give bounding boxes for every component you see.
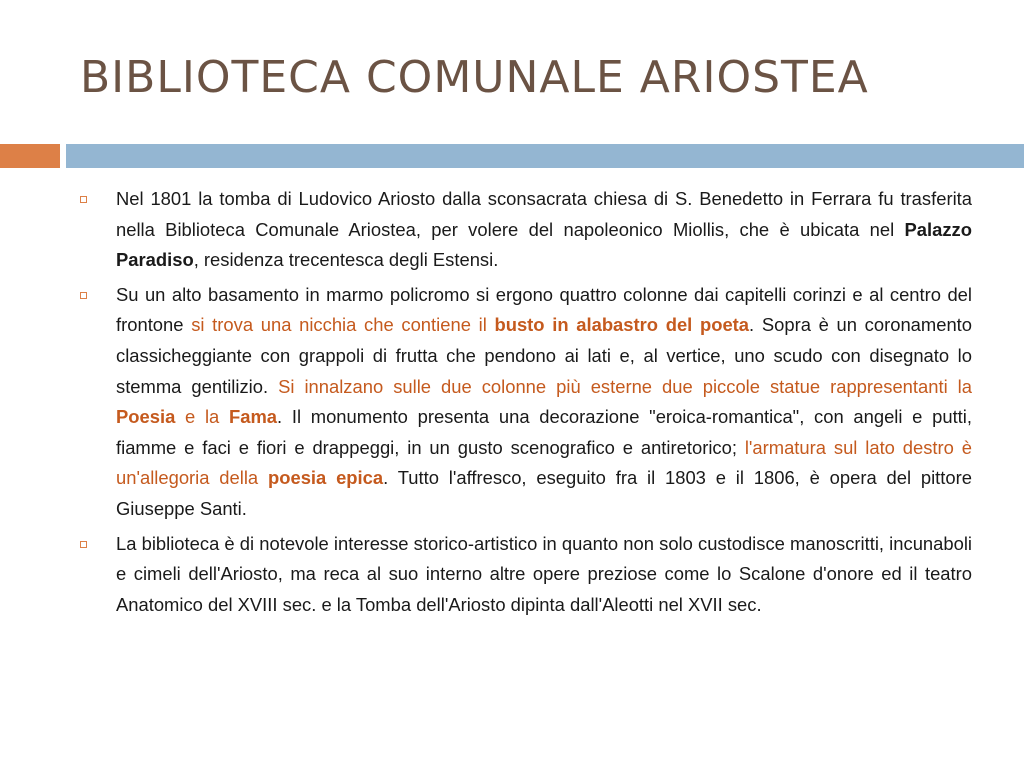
bullet-text: La biblioteca è di notevole interesse storico-artistico in quanto non solo custodisce manoscritti, incunaboli e cimeli dell'Ariosto, ma reca al suo interno altre opere preziose come lo Scalone d'onore ed il teatro Anatomico del XVIII sec. e la Tomba dell'Ariosto dipinta dall'Aleotti nel XVII sec. — [116, 532, 972, 615]
bullet-item-monument-description — [80, 280, 972, 525]
bullet-item-library-interest — [80, 529, 972, 621]
bullet-list — [80, 184, 972, 624]
bullet-highlight-text: Si innalzano sulle due colonne più esterne due piccole statue rappresentanti la — [278, 375, 972, 397]
square-bullet-icon — [80, 196, 87, 203]
bullet-highlight-bold-text: Poesia — [116, 406, 176, 428]
bullet-item-tomb-transfer — [80, 184, 972, 276]
bullet-bold-text: Palazzo Paradiso — [116, 218, 972, 271]
bullet-text: . Tutto l'affresco, eseguito fra il 1803 e il 1806, è opera del pittore Giuseppe Santi. — [116, 467, 972, 519]
slide-title: BIBLIOTECA COMUNALE ARIOSTEA — [80, 52, 869, 103]
accent-bar-blue — [66, 144, 1024, 168]
bullet-text: Nel 1801 la tomba di Ludovico Ariosto dalla sconsacrata chiesa di S. Benedetto in Ferrara fu trasferita nella Biblioteca Comunale Ariostea, per volere del napoleonico Miollis, che è ubicata nel — [116, 188, 972, 240]
bullet-highlight-text: l'armatura sul lato destro è un'allegoria della — [116, 436, 972, 489]
accent-bar-orange — [0, 144, 60, 168]
square-bullet-icon — [80, 292, 87, 299]
bullet-highlight-bold-text: poesia epica — [268, 467, 384, 489]
bullet-highlight-bold-text: busto in alabastro del poeta — [494, 314, 750, 336]
bullet-text: Su un alto basamento in marmo policromo si ergono quattro colonne dai capitelli corinzi e al centro del frontone — [116, 283, 972, 336]
bullet-highlight-text: si trova una nicchia che contiene il — [191, 314, 495, 336]
bullet-highlight-bold-text: Fama — [228, 406, 278, 428]
square-bullet-icon — [80, 541, 87, 548]
bullet-text: , residenza trecentesca degli Estensi. — [193, 249, 499, 271]
bullet-text: . Il monumento presenta una decorazione "eroica-romantica", con angeli e putti, fiamme e faci e fiori e drappeggi, in un gusto scenografico e antiretorico; — [116, 406, 972, 458]
bullet-text: . Sopra è un coronamento classicheggiante con grappoli di frutta che pendono ai lati e, al vertice, uno scudo con disegnato lo stemma gentilizio. — [116, 314, 973, 397]
bullet-highlight-text: e la — [175, 406, 229, 428]
